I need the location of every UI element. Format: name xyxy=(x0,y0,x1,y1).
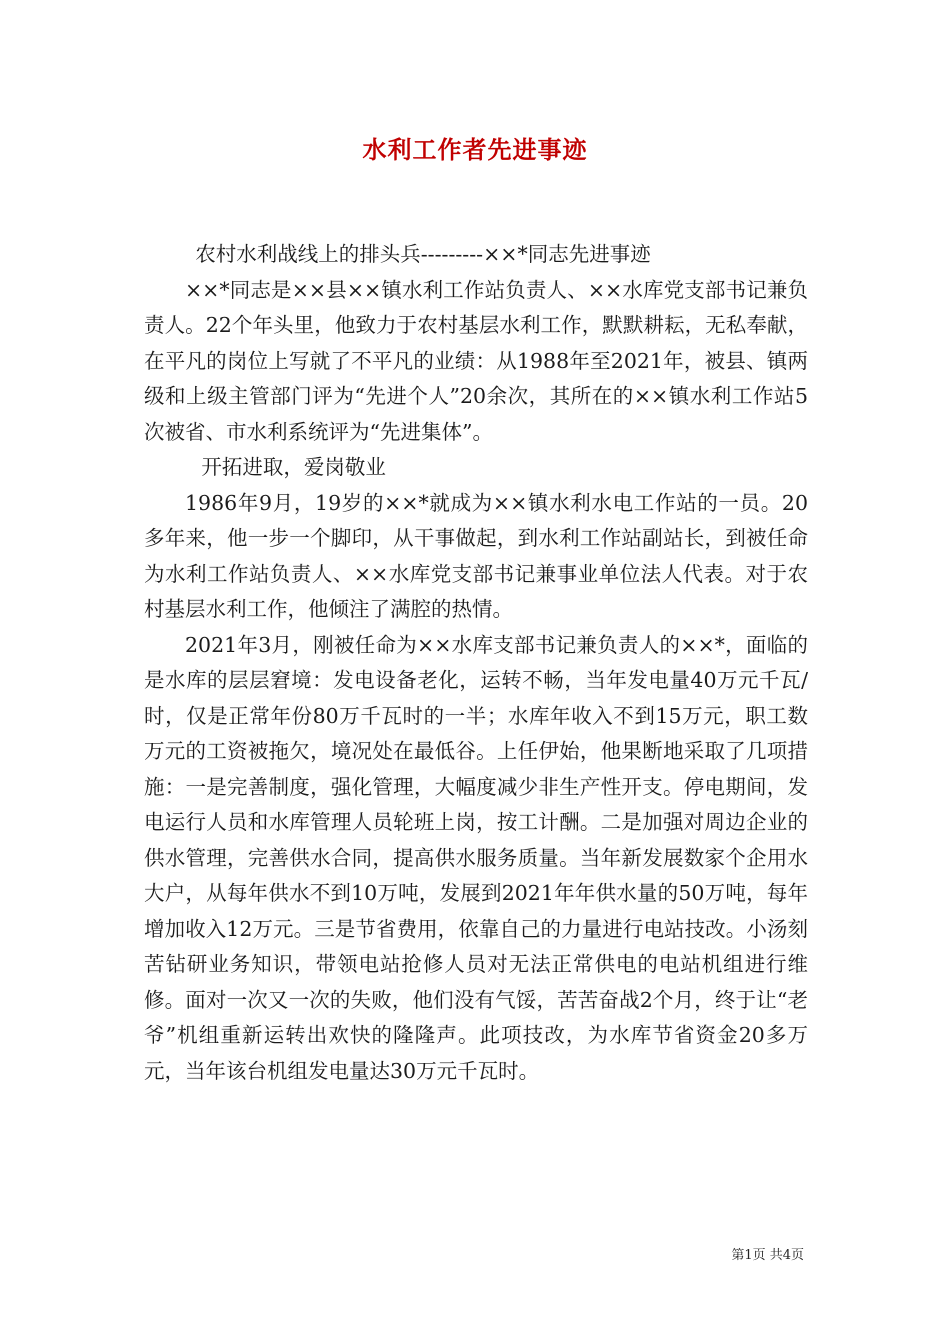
document-title: 水利工作者先进事迹 xyxy=(362,135,588,164)
intro-paragraph: ××*同志是××县××镇水利工作站负责人、××水库党支部书记兼负责人。22个年头里，他致力于农村基层水利工作，默默耕耘，无私奉献，在平凡的岗位上写就了不平凡的业绩：从1988年至2021年，被县、镇两级和上级主管部门评为“先进个人”20余次，其所在的××镇水利工作站5次被省、市水利系统评为“先进集体”。 xyxy=(144,277,808,444)
document-body xyxy=(144,237,808,1089)
section-paragraph-2: 2021年3月，刚被任命为××水库支部书记兼负责人的××*，面临的是水库的层层窘境：发电设备老化，运转不畅，当年发电量40万元千瓦/时，仅是正常年份80万千瓦时的一半；水库年收入不到15万元，职工数万元的工资被拖欠，境况处在最低谷。上任伊始，他果断地采取了几项措施：一是完善制度，强化管理，大幅度减少非生产性开支。停电期间，发电运行人员和水库管理人员轮班上岗，按工计酬。二是加强对周边企业的供水管理，完善供水合同，提高供水服务质量。当年新发展数家个企用水大户，从每年供水不到10万吨，发展到2021年年供水量的50万吨，每年增加收入12万元。三是节省费用，依靠自己的力量进行电站技改。小汤刻苦钻研业务知识，带领电站抢修人员对无法正常供电的电站机组进行维修。面对一次又一次的失败，他们没有气馁，苦苦奋战2个月，终于让“老爷”机组重新运转出欢快的隆隆声。此项技改，为水库节省资金20多万元，当年该台机组发电量达30万元千瓦时。 xyxy=(144,632,808,1083)
section-paragraph-1: 1986年9月，19岁的××*就成为××镇水利水电工作站的一员。20多年来，他一步一个脚印，从干事做起，到水利工作站副站长，到被任命为水利工作站负责人、××水库党支部书记兼事业单位法人代表。对于农村基层水利工作，他倾注了满腔的热情。 xyxy=(144,490,808,621)
section-heading: 开拓进取，爱岗敬业 xyxy=(201,455,386,479)
page-number-footer: 第1页 共4页 xyxy=(731,1248,804,1263)
document-subtitle: 农村水利战线上的排头兵---------××*同志先进事迹 xyxy=(195,242,651,266)
